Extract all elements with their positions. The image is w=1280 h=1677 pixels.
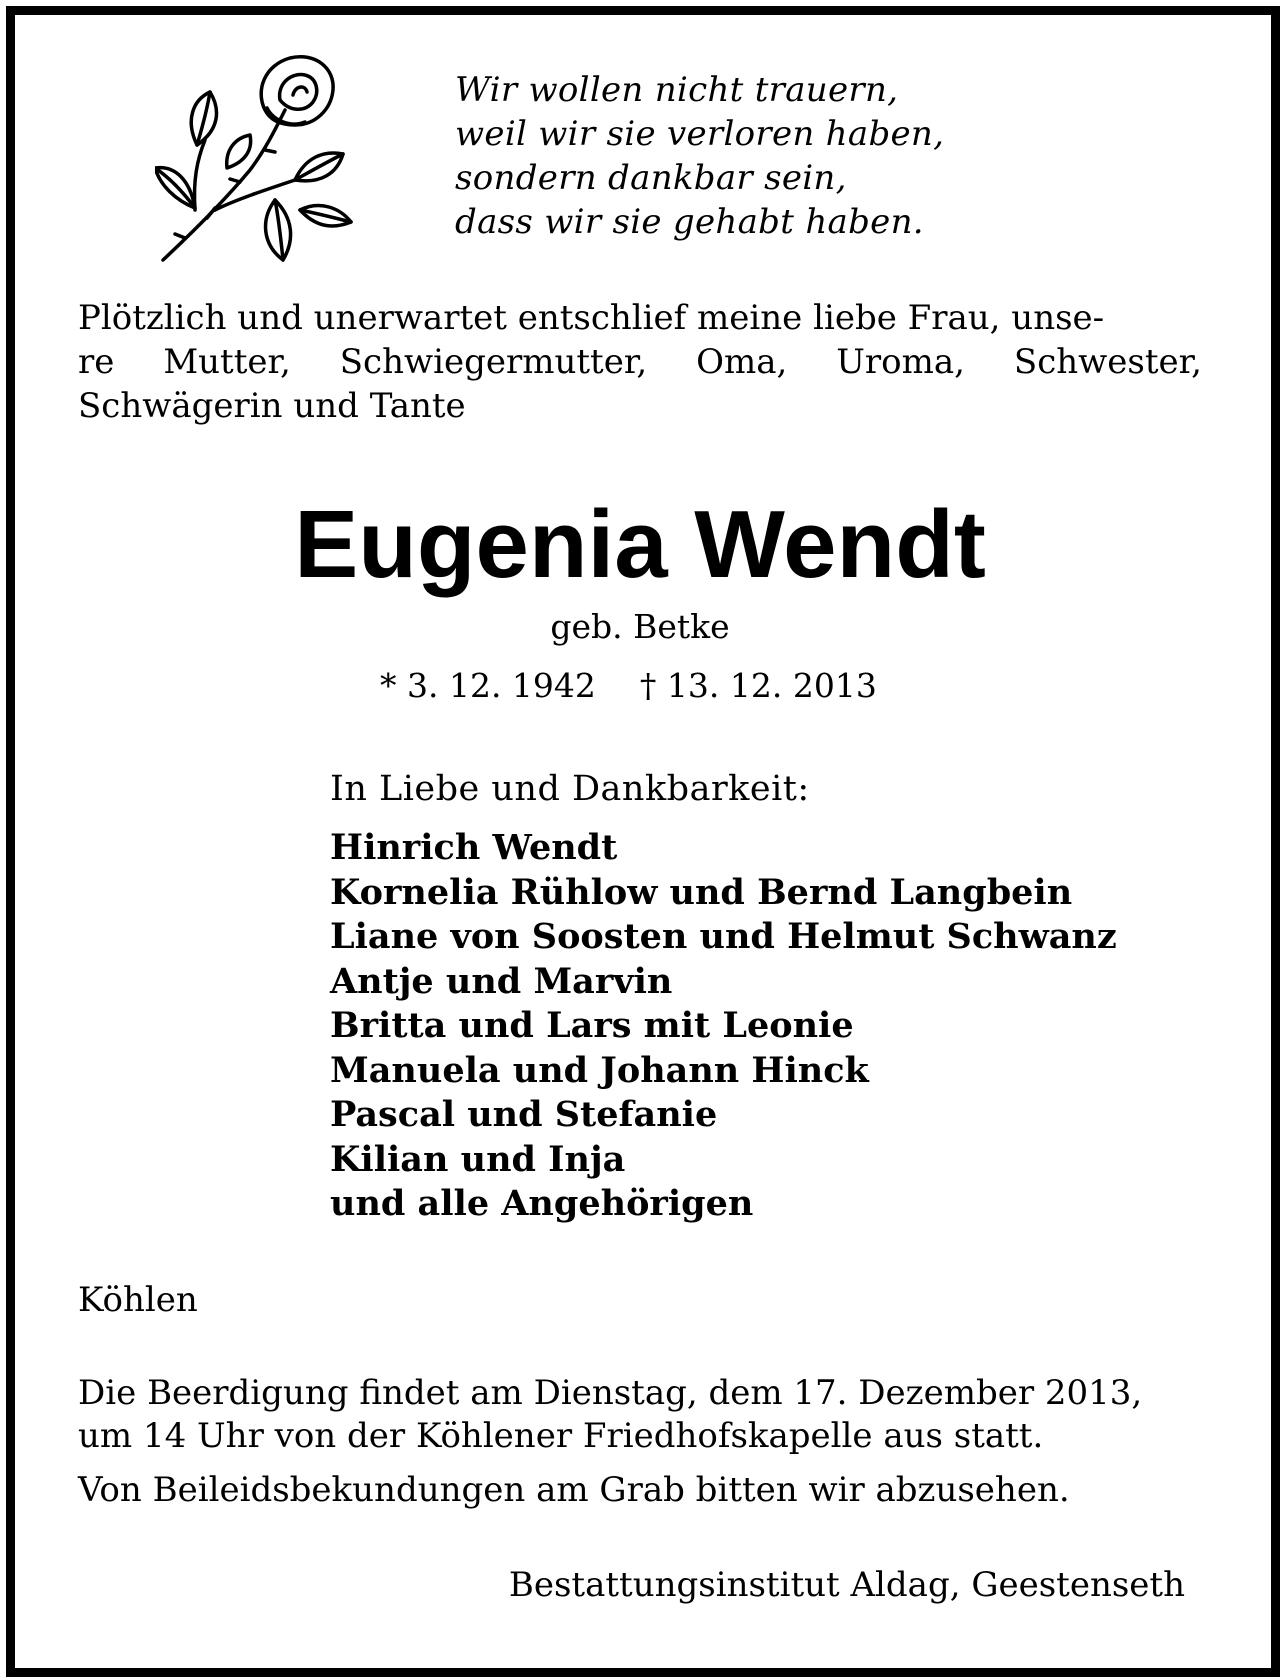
maiden-name: geb. Betke [550,607,730,646]
intro-word: Uroma, [836,342,965,382]
family-member: Manuela und Johann Hinck [330,1049,869,1091]
poem-line: sondern dankbar sein, [455,158,847,198]
place-name: Köhlen [78,1280,198,1320]
intro-line: Plötzlich und unerwartet entschlief meine liebe Frau, unse- [78,298,1105,338]
death-date: † 13. 12. 2013 [639,666,877,705]
intro-text [78,296,1202,428]
life-dates [380,665,877,707]
intro-word: Schwiegermutter, [339,342,648,382]
family-member: Hinrich Wendt [330,827,618,868]
family-member: Pascal und Stefanie [330,1094,718,1135]
family-member: Kornelia Rühlow und Bernd Langbein [330,871,1073,913]
intro-line-justified [78,340,1202,384]
funeral-line: um 14 Uhr von der Köhlener Friedhofskapelle aus statt. [78,1416,1044,1456]
thanks-heading: In Liebe und Dankbarkeit: [330,769,810,809]
funeral-line: Die Beerdigung findet am Dienstag, dem 17. Dezember 2013, [78,1373,1143,1413]
poem-line: dass wir sie gehabt haben. [455,202,924,242]
family-member: Antje und Marvin [330,960,673,1002]
intro-word: Schwester, [1013,342,1202,382]
intro-word: re [78,342,115,382]
condolence-note: Von Beileidsbekundungen am Grab bitten wir abzusehen. [78,1470,1070,1510]
intro-line: Schwägerin und Tante [78,386,466,426]
deceased-name: Eugenia Wendt [294,491,986,598]
intro-word: Oma, [696,342,788,382]
birth-date: * 3. 12. 1942 [380,666,596,705]
poem-line: Wir wollen nicht trauern, [455,70,899,110]
family-list [330,826,1117,1227]
family-member: Kilian und Inja [330,1138,626,1180]
undertaker-name: Bestattungsinstitut Aldag, Geestenseth [508,1565,1185,1605]
rose-icon [155,50,355,270]
poem [455,68,944,244]
intro-word: Mutter, [163,342,291,382]
funeral-notice [78,1372,1142,1458]
poem-line: weil wir sie verloren haben, [455,114,945,154]
family-member: und alle Angehörigen [330,1183,754,1224]
family-member: Britta und Lars mit Leonie [330,1005,854,1046]
family-member: Liane von Soosten und Helmut Schwanz [330,916,1117,957]
